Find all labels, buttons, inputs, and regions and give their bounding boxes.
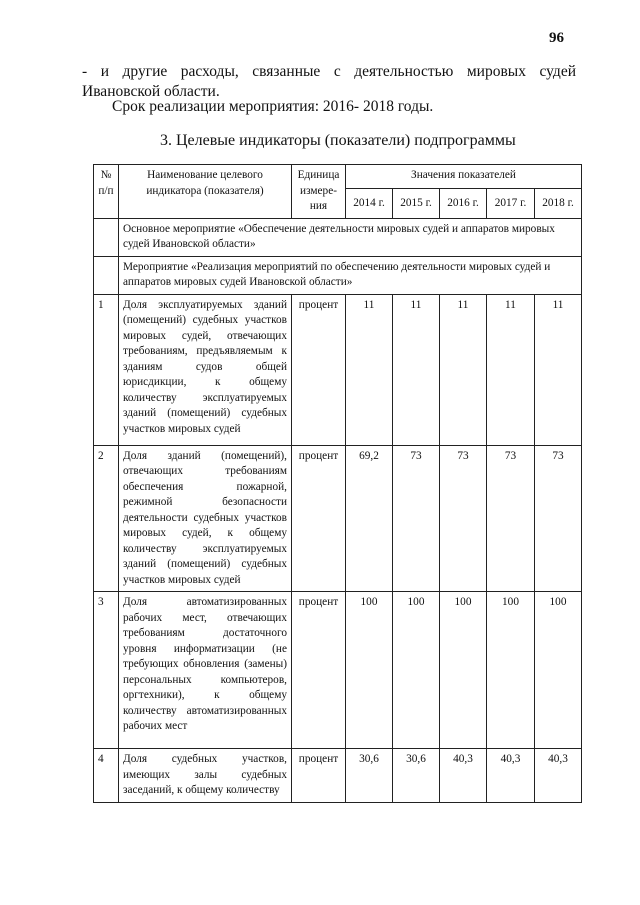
header-values: Значения показателей [346,165,582,189]
table-row [94,294,582,445]
unit-cell: процент [292,592,346,749]
value-cell: 40,3 [487,749,535,803]
unit-cell: процент [292,294,346,445]
value-cell: 100 [393,592,440,749]
value-cell: 11 [535,294,582,445]
activity-row: Мероприятие «Реализация мероприятий по обеспечению деятельности мировых судей и аппаратов мировых судей Ивановской области» [119,256,582,294]
header-num: № п/п [94,165,119,219]
unit-cell: процент [292,445,346,592]
value-cell: 100 [535,592,582,749]
header-year: 2017 г. [487,189,535,218]
value-cell: 30,6 [346,749,393,803]
value-cell: 73 [393,445,440,592]
value-cell: 73 [535,445,582,592]
value-cell: 11 [487,294,535,445]
indicator-name: Доля зданий (помещений), отвечающих требованиям обеспечения пожарной, режимной безопасности деятельности судебных участков мировых судей, к общему количеству эксплуатируемых зданий (помещений) судебных участков мировых судей [119,445,292,592]
value-cell: 100 [487,592,535,749]
value-cell: 40,3 [535,749,582,803]
unit-cell: процент [292,749,346,803]
header-unit: Единица измере-ния [292,165,346,219]
row-num: 2 [94,445,119,592]
value-cell: 100 [440,592,487,749]
group-num-cell [94,256,119,294]
row-num: 3 [94,592,119,749]
value-cell: 100 [346,592,393,749]
indicator-name: Доля эксплуатируемых зданий (помещений) судебных участков мировых судей, отвечающих требованиям, предъявляемым к зданиям судов общей юрисдикции, к общему количеству эксплуатируемых зданий (помещений) судебных участков мировых судей [119,294,292,445]
value-cell: 69,2 [346,445,393,592]
main-activity-row: Основное мероприятие «Обеспечение деятельности мировых судей и аппаратов мировых судей Ивановской области» [119,218,582,256]
row-num: 4 [94,749,119,803]
header-year: 2015 г. [393,189,440,218]
value-cell: 11 [346,294,393,445]
section-title: 3. Целевые индикаторы (показатели) подпрограммы [160,132,516,149]
group-num-cell [94,218,119,256]
paragraph-implementation-period: Срок реализации мероприятия: 2016- 2018 годы. [112,98,434,115]
table-row [94,749,582,803]
page-number: 96 [549,30,564,46]
value-cell: 30,6 [393,749,440,803]
header-indicator-name: Наименование целевого индикатора (показателя) [119,165,292,219]
indicator-name: Доля судебных участков, имеющих залы судебных заседаний, к общему количеству [119,749,292,803]
header-year: 2016 г. [440,189,487,218]
value-cell: 73 [487,445,535,592]
value-cell: 40,3 [440,749,487,803]
value-cell: 73 [440,445,487,592]
table-row [94,592,582,749]
header-year: 2018 г. [535,189,582,218]
indicators-table [93,164,582,803]
row-num: 1 [94,294,119,445]
value-cell: 11 [393,294,440,445]
indicator-name: Доля автоматизированных рабочих мест, отвечающих требованиям достаточного уровня информатизации (не требующих обновления (замены) персональных компьютеров, оргтехники), к общему количеству автоматизированных рабочих мест [119,592,292,749]
value-cell: 11 [440,294,487,445]
paragraph-other-expenses: - и другие расходы, связанные с деятельностью мировых судей Ивановской области. [82,63,576,100]
header-year: 2014 г. [346,189,393,218]
table-row [94,445,582,592]
